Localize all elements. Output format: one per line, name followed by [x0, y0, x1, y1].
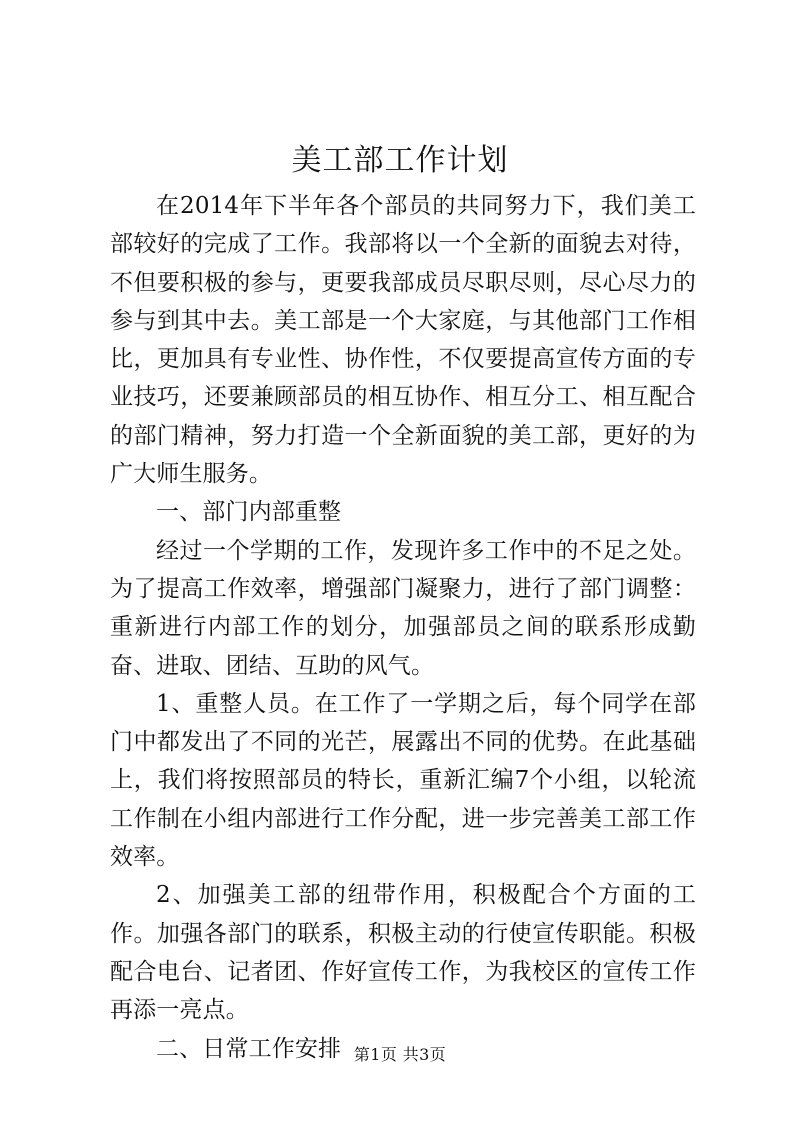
paragraph-item-1: 1、重整人员。在工作了一学期之后，每个同学在部门中都发出了不同的光芒，展露出不同的优势。在此基础上，我们将按照部员的特长，重新汇编7个小组，以轮流工作制在小组内部进行工作分配，进一步完善美工部工作效率。 — [110, 690, 696, 871]
paragraph-intro: 在2014年下半年各个部员的共同努力下，我们美工部较好的完成了工作。我部将以一个全新的面貌去对待，不但要积极的参与，更要我部成员尽职尽则，尽心尽力的参与到其中去。美工部是一个大家庭，与其他部门工作相比，更加具有专业性、协作性，不仅要提高宣传方面的专业技巧，还要兼顾部员的相互协作、相互分工、相互配合的部门精神，努力打造一个全新面貌的美工部，更好的为广大师生服务。 — [110, 193, 696, 488]
section-heading-2: 二、日常工作安排 — [156, 1035, 342, 1062]
document-title: 美工部工作计划 — [291, 143, 509, 178]
section-heading-1: 一、部门内部重整 — [156, 499, 342, 526]
document-body — [110, 187, 696, 1068]
page-footer: 第1页 共3页 — [353, 1045, 447, 1064]
paragraph-restructure: 经过一个学期的工作，发现许多工作中的不足之处。为了提高工作效率，增强部门凝聚力，进行了部门调整：重新进行内部工作的划分，加强部员之间的联系形成勤奋、进取、团结、互助的风气。 — [110, 537, 696, 679]
paragraph-item-2: 2、加强美工部的纽带作用，积极配合个方面的工作。加强各部门的联系，积极主动的行使宣传职能。积极配合电台、记者团、作好宣传工作，为我校区的宣传工作再添一亮点。 — [110, 882, 696, 1024]
